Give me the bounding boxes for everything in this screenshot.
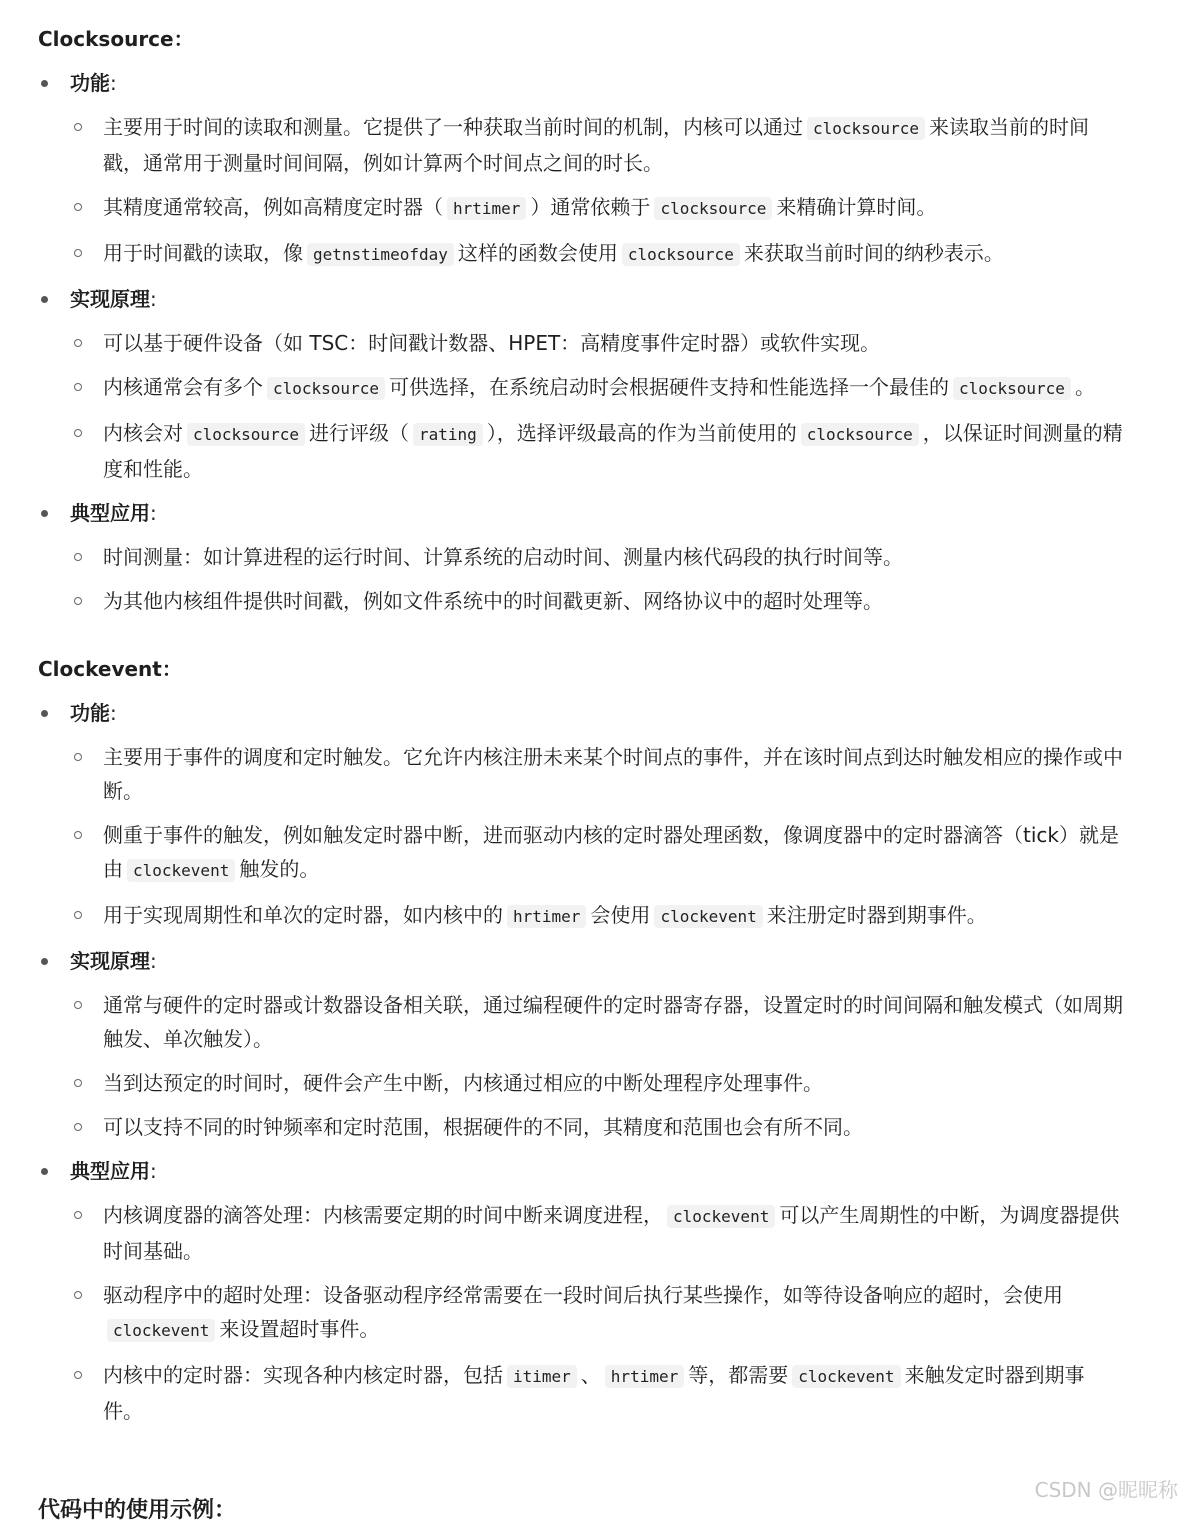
sub-list-item [70, 236, 1123, 272]
bullet-circle-icon [74, 1001, 82, 1009]
group-label-text: 功能 [70, 701, 110, 725]
sub-list-item [70, 540, 1123, 574]
text-run: 来读取当前的时间戳，通常用于测量时间间隔，例如计算两个时间点之间的时长。 [103, 115, 1089, 175]
inline-code: clockevent [654, 905, 762, 928]
inline-code: clocksource [622, 243, 740, 266]
bullet-circle-icon [74, 553, 82, 561]
label-colon: : [110, 701, 117, 725]
inline-code: getnstimeofday [307, 243, 454, 266]
inline-code: hrtimer [447, 197, 526, 220]
bullet-circle-icon [74, 831, 82, 839]
inline-code: clockevent [107, 1319, 215, 1342]
label-colon: : [110, 71, 117, 95]
inline-code: clockevent [127, 859, 235, 882]
label-colon: : [150, 1159, 157, 1183]
sub-list [70, 110, 1123, 272]
group-label [70, 66, 1123, 100]
bullet-list [38, 696, 1123, 1428]
sub-list-item [70, 584, 1123, 618]
text-run: 用于实现周期性和单次的定时器，如内核中的 [103, 903, 503, 927]
bullet-dot-icon [41, 510, 48, 517]
bullet-circle-icon [74, 753, 82, 761]
text-run: 来设置超时事件。 [219, 1317, 380, 1341]
group-label-text: 典型应用 [70, 1159, 150, 1183]
sub-list-item [70, 988, 1123, 1056]
group-label-text: 实现原理 [70, 287, 150, 311]
section-heading: Clocksource： [38, 27, 194, 51]
inline-code: itimer [507, 1365, 577, 1388]
text-run: 等，都需要 [688, 1363, 789, 1387]
text-run: 用于时间戳的读取，像 [103, 241, 303, 265]
group-label-text: 实现原理 [70, 949, 150, 973]
watermark: CSDN @昵昵称 [1034, 1478, 1178, 1502]
inline-code: clocksource [654, 197, 772, 220]
text-run: 、 [580, 1363, 601, 1387]
sub-list-item [70, 1358, 1123, 1428]
group-label-text: 典型应用 [70, 501, 150, 525]
inline-code: clocksource [807, 117, 925, 140]
group-label-text: 功能 [70, 71, 110, 95]
bullet-circle-icon [74, 1291, 82, 1299]
text-run: 内核会对 [103, 421, 183, 445]
next-section-heading: 代码中的使用示例： [38, 1498, 237, 1523]
sub-list-item [70, 190, 1123, 226]
bullet-circle-icon [74, 123, 82, 131]
label-colon: : [150, 949, 157, 973]
text-run: 主要用于时间的读取和测量。它提供了一种获取当前时间的机制，内核可以通过 [103, 115, 803, 139]
text-run: 主要用于事件的调度和定时触发。它允许内核注册未来某个时间点的事件，并在该时间点到达时触发相应的操作或中断。 [103, 745, 1123, 803]
inline-code: clocksource [801, 423, 919, 446]
label-colon: : [150, 287, 157, 311]
text-run: 来精确计算时间。 [776, 195, 937, 219]
sub-list [70, 740, 1123, 934]
bullet-circle-icon [74, 383, 82, 391]
sub-list-item [70, 416, 1123, 486]
text-run: 来注册定时器到期事件。 [766, 903, 987, 927]
text-run: 会使用 [590, 903, 651, 927]
group-label [70, 496, 1123, 530]
bullet-dot-icon [41, 80, 48, 87]
text-run: 内核调度器的滴答处理：内核需要定期的时间中断来调度进程， [103, 1203, 663, 1227]
group-label [70, 282, 1123, 316]
bullet-circle-icon [74, 911, 82, 919]
inline-code: clockevent [667, 1205, 775, 1228]
sub-list [70, 326, 1123, 486]
bullet-circle-icon [74, 339, 82, 347]
sub-list-item [70, 370, 1123, 406]
text-run: ，以保证时间测量的精度和性能。 [103, 421, 1123, 481]
text-run: 可供选择，在系统启动时会根据硬件支持和性能选择一个最佳的 [388, 375, 949, 399]
text-run: 其精度通常较高，例如高精度定时器（ [103, 195, 443, 219]
sub-list-item [70, 1198, 1123, 1268]
sub-list-item [70, 110, 1123, 180]
list-item [38, 66, 1123, 272]
text-run: ），选择评级最高的作为当前使用的 [486, 421, 797, 445]
bullet-dot-icon [41, 296, 48, 303]
text-run: 触发的。 [239, 857, 320, 881]
text-run: 驱动程序中的超时处理：设备驱动程序经常需要在一段时间后执行某些操作，如等待设备响应的超时，会使用 [103, 1283, 1063, 1307]
text-run: 内核通常会有多个 [103, 375, 263, 399]
bullet-circle-icon [74, 249, 82, 257]
bullet-circle-icon [74, 597, 82, 605]
list-item [38, 282, 1123, 486]
group-label [70, 1154, 1123, 1188]
text-run: 当到达预定的时间时，硬件会产生中断，内核通过相应的中断处理程序处理事件。 [103, 1071, 823, 1095]
inline-code: rating [413, 423, 483, 446]
text-run: 来触发定时器到期事件。 [103, 1363, 1085, 1423]
inline-code: clocksource [267, 377, 385, 400]
document-body [38, 22, 1123, 1438]
text-run: 为其他内核组件提供时间戳，例如文件系统中的时间戳更新、网络协议中的超时处理等。 [103, 589, 883, 613]
text-run: 可以产生周期性的中断，为调度器提供时间基础。 [103, 1203, 1120, 1263]
text-run: 来获取当前时间的纳秒表示。 [743, 241, 1004, 265]
sub-list [70, 540, 1123, 618]
label-colon: : [150, 501, 157, 525]
bullet-circle-icon [74, 1079, 82, 1087]
sub-list [70, 1198, 1123, 1428]
bullet-dot-icon [41, 710, 48, 717]
bullet-circle-icon [74, 1211, 82, 1219]
bullet-circle-icon [74, 1371, 82, 1379]
bullet-circle-icon [74, 429, 82, 437]
sub-list-item [70, 1066, 1123, 1100]
bullet-circle-icon [74, 1123, 82, 1131]
inline-code: hrtimer [507, 905, 586, 928]
sub-list-item [70, 898, 1123, 934]
sub-list [70, 988, 1123, 1144]
list-item [38, 696, 1123, 934]
text-run: 可以支持不同的时钟频率和定时范围，根据硬件的不同，其精度和范围也会有所不同。 [103, 1115, 863, 1139]
sub-list-item [70, 740, 1123, 808]
text-run: 内核中的定时器：实现各种内核定时器，包括 [103, 1363, 503, 1387]
sub-list-item [70, 818, 1123, 888]
text-run: 时间测量：如计算进程的运行时间、计算系统的启动时间、测量内核代码段的执行时间等。 [103, 545, 903, 569]
text-run: ）通常依赖于 [530, 195, 651, 219]
text-run: 侧重于事件的触发，例如触发定时器中断，进而驱动内核的定时器处理函数，像调度器中的定时器滴答（tick）就是由 [103, 823, 1119, 881]
list-item [38, 944, 1123, 1144]
sub-list-item [70, 326, 1123, 360]
inline-code: clocksource [187, 423, 305, 446]
bullet-list [38, 66, 1123, 618]
text-run: 这样的函数会使用 [457, 241, 618, 265]
bullet-dot-icon [41, 1168, 48, 1175]
list-item [38, 1154, 1123, 1428]
group-label [70, 944, 1123, 978]
inline-code: hrtimer [605, 1365, 684, 1388]
text-run: 可以基于硬件设备（如 TSC：时间戳计数器、HPET：高精度事件定时器）或软件实现。 [103, 331, 881, 355]
bullet-circle-icon [74, 203, 82, 211]
inline-code: clockevent [792, 1365, 900, 1388]
bullet-dot-icon [41, 958, 48, 965]
inline-code: clocksource [953, 377, 1071, 400]
text-run: 。 [1074, 375, 1095, 399]
text-run: 通常与硬件的定时器或计数器设备相关联，通过编程硬件的定时器寄存器，设置定时的时间间隔和触发模式（如周期触发、单次触发）。 [103, 993, 1123, 1051]
list-item [38, 496, 1123, 618]
text-run: 进行评级（ [308, 421, 409, 445]
section-heading: Clockevent： [38, 657, 182, 681]
group-label [70, 696, 1123, 730]
sub-list-item [70, 1110, 1123, 1144]
sub-list-item [70, 1278, 1123, 1348]
